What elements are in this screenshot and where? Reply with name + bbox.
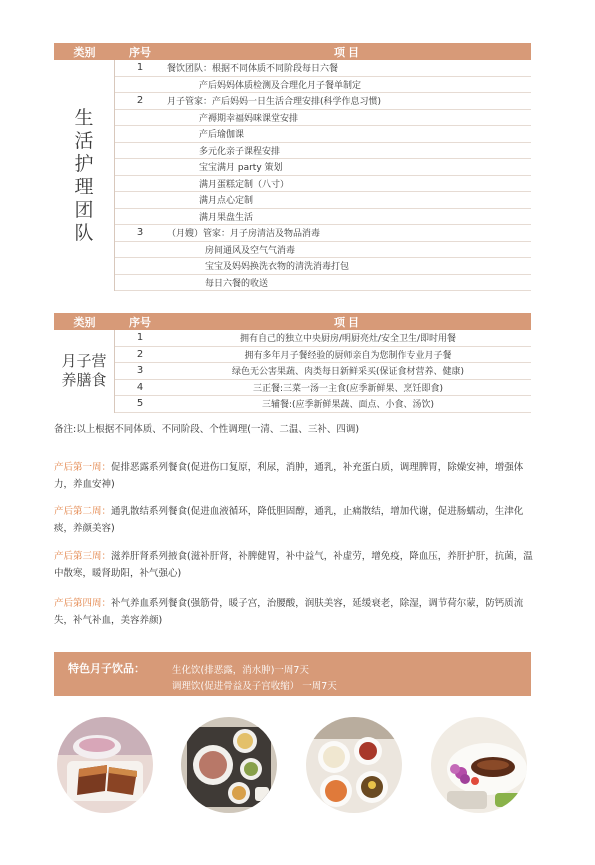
header-item: 项目 (334, 315, 362, 329)
table-row (115, 396, 531, 413)
row-text: 宝宝及妈妈换洗衣物的清洗消毒打包 (205, 262, 350, 273)
table-row (115, 176, 531, 193)
table-row (115, 275, 531, 292)
table-row (115, 242, 531, 259)
food-photo-set-meal (181, 717, 277, 813)
table-row (115, 77, 531, 94)
category-char: 护 (74, 152, 94, 175)
row-number: 3 (136, 227, 144, 239)
week-label: 产后第三周： (54, 551, 112, 562)
row-number: 4 (136, 381, 144, 393)
week-text: 通乳散结系列餐食(促进血液循环，降低胆固醇，通乳，止痛散结，增加代谢，促进肠蠕动，生津化痰，养颜美容) (54, 506, 524, 534)
header-item: 项目 (334, 45, 362, 59)
table-row (115, 209, 531, 226)
row-text: 满月果盘生活 (199, 212, 254, 223)
row-number: 2 (136, 348, 144, 360)
week-paragraph (54, 459, 534, 493)
header-number: 序号 (129, 45, 151, 59)
table-row (115, 126, 531, 143)
row-number: 3 (136, 365, 144, 377)
category-line: 月子营 (61, 352, 107, 371)
nutrition-table (54, 313, 531, 413)
row-text: 绿色无公害果蔬、肉类每日新鲜采买(保证食材营养、健康) (231, 367, 465, 378)
week-paragraph (54, 595, 534, 629)
table-row (115, 110, 531, 127)
row-text: 产后瑜伽课 (199, 130, 245, 141)
header-number: 序号 (129, 315, 151, 329)
table-row (115, 143, 531, 160)
row-text: 满月点心定制 (199, 196, 254, 207)
week-label: 产后第二周： (54, 506, 112, 517)
category-cell (54, 60, 115, 291)
header-category: 类别 (73, 315, 96, 329)
week-paragraph (54, 548, 534, 582)
remark-text: 备注:以上根据不同体质、不同阶段、个性调理(一清、二温、三补、四调) (54, 424, 360, 435)
table-row (115, 225, 531, 242)
row-text: 产褥期幸福妈咪课堂安排 (199, 113, 299, 124)
table-header (54, 43, 531, 60)
row-text: 三正餐:三菜一汤一主食(应季新鲜果、烹饪即食) (252, 383, 444, 394)
row-text: 拥有自己的独立中央厨房/明厨亮灶/安全卫生/即时用餐 (239, 334, 457, 345)
row-text: 多元化亲子课程安排 (199, 146, 281, 157)
banner-line: 调理饮(促进骨益及子宫收缩） 一周7天 (172, 681, 337, 692)
week-label: 产后第一周： (54, 462, 112, 473)
row-text: 每日六餐的收送 (205, 278, 269, 289)
category-char: 团 (74, 198, 94, 221)
header-category: 类别 (73, 45, 96, 59)
food-photo-dishes (306, 717, 402, 813)
week-text: 滋养肝肾系列掖食(滋补肝肾，补脾健胃，补中益气，补虚劳，增免疫，降血压，养肝护肝，抗菌，温中散寒，暖肾助阳，补气强心) (54, 551, 533, 579)
category-char: 队 (74, 221, 94, 244)
table-header (54, 313, 531, 330)
row-text: 月子管家：产后妈妈一日生活合理安排(科学作息习惯) (167, 97, 382, 108)
row-text: 房间通风及空气气消毒 (205, 245, 296, 256)
row-number: 2 (136, 95, 144, 107)
row-text: 产后妈妈体质检测及合理化月子餐单制定 (199, 80, 362, 91)
drinks-banner (54, 652, 531, 696)
category-line: 养膳食 (61, 371, 107, 390)
row-number: 5 (136, 398, 144, 410)
table-row (115, 380, 531, 397)
row-text: 满月蛋糕定制（八寸） (199, 179, 290, 190)
food-photo-flower-plate (431, 717, 527, 813)
table-row (115, 60, 531, 77)
week-label: 产后第四周： (54, 598, 112, 609)
week-text: 补气养血系列餐食(强筋骨，暖子宫，治腰酸，润肤美容，延缓衰老，除湿，调节荷尔蒙，防钙质流失，补气补血，美容养颜) (54, 598, 524, 626)
row-text: 宝宝满月 party 策划 (199, 163, 283, 174)
row-text: 餐饮团队：根据不同体质不同阶段每日六餐 (167, 64, 339, 75)
table-row (115, 363, 531, 380)
food-photo-cake (57, 717, 153, 813)
row-number: 1 (136, 332, 144, 344)
category-char: 生 (74, 106, 94, 129)
row-text: （月嫂）管家：月子房清洁及物品消毒 (167, 229, 321, 240)
care-team-table (54, 43, 531, 291)
row-number: 1 (136, 62, 144, 74)
table-row (115, 93, 531, 110)
row-text: 拥有多年月子餐经验的厨师亲自为您制作专业月子餐 (244, 350, 452, 361)
table-row (115, 159, 531, 176)
table-row (115, 192, 531, 209)
banner-title: 特色月子饮品： (68, 662, 145, 675)
week-paragraph (54, 503, 534, 537)
week-text: 促排恶露系列餐食(促进伤口复原，利尿，消肿，通乳，补充蛋白质，调理脾胃，除燥安神，增强体力，养血安神) (54, 462, 524, 490)
row-text: 三辅餐:(应季新鲜果蔬、面点、小食、汤饮) (261, 400, 435, 411)
table-row (115, 330, 531, 347)
category-char: 活 (74, 129, 94, 152)
category-char: 理 (74, 175, 94, 198)
banner-line: 生化饮(排恶露，消水肿)一周7天 (172, 665, 309, 676)
table-row (115, 347, 531, 364)
table-row (115, 258, 531, 275)
category-cell (54, 330, 115, 413)
